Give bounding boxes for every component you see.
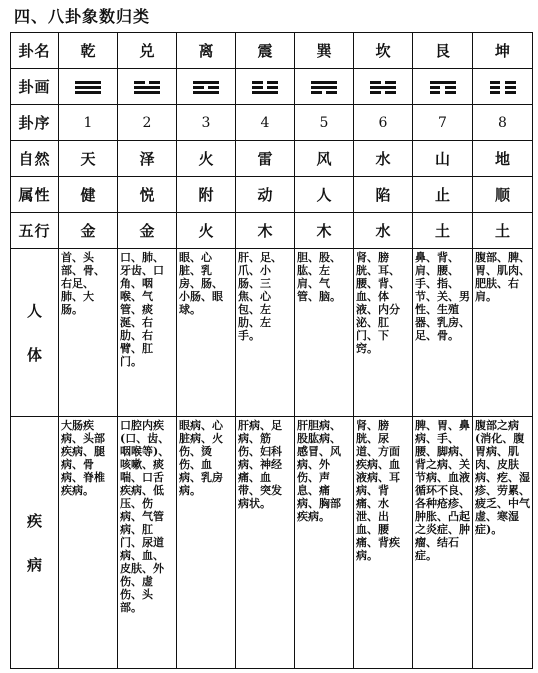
gua-wuxing: 火 (177, 213, 236, 249)
gua-diseases: 肝病、足病、筋伤、妇科病、神经痛、血带、突发病状。 (236, 417, 295, 669)
gua-name: 艮 (413, 33, 473, 69)
gua-order: 2 (118, 105, 177, 141)
trigram-cell (354, 69, 413, 105)
trigram-icon (134, 79, 160, 96)
gua-diseases: 腹部之病(消化、腹胃病、肌肉、皮肤病、疙、湿疹、劳累、疲乏、中气虚、寒湿症)。 (473, 417, 533, 669)
gua-order: 1 (59, 105, 118, 141)
row-nature (11, 141, 533, 177)
gua-wuxing: 金 (59, 213, 118, 249)
gua-nature: 雷 (236, 141, 295, 177)
gua-diseases: 大肠疾病、头部疾病、腿病、骨病、脊椎疾病。 (59, 417, 118, 669)
gua-nature: 天 (59, 141, 118, 177)
gua-diseases: 眼病、心脏病、火伤、烫伤、血病、乳房病。 (177, 417, 236, 669)
row-header-attr: 属性 (11, 177, 59, 213)
gua-body-parts: 肝、足、爪、小肠、三焦、心包、左肋、左手。 (236, 249, 295, 417)
gua-diseases: 肝胆病、股肱病、感冒、风病、外伤、声息、痛病、胸部疾病。 (295, 417, 354, 669)
gua-diseases: 肾、膀胱、尿道、方面疾病、血液病、耳病、背痛、水泄、出血、腰痛、背疾病。 (354, 417, 413, 669)
gua-attribute: 顺 (473, 177, 533, 213)
row-name (11, 33, 533, 69)
row-trigram (11, 69, 533, 105)
row-header-body: 人 体 (11, 249, 59, 417)
gua-name: 震 (236, 33, 295, 69)
row-order (11, 105, 533, 141)
gua-nature: 火 (177, 141, 236, 177)
gua-nature: 山 (413, 141, 473, 177)
gua-order: 6 (354, 105, 413, 141)
gua-order: 5 (295, 105, 354, 141)
gua-attribute: 人 (295, 177, 354, 213)
gua-name: 乾 (59, 33, 118, 69)
trigram-cell (473, 69, 533, 105)
trigram-cell (59, 69, 118, 105)
row-header-order: 卦序 (11, 105, 59, 141)
trigram-icon (370, 79, 396, 96)
row-body (11, 249, 533, 417)
bagua-table (10, 32, 533, 669)
trigram-icon (75, 79, 101, 96)
gua-body-parts: 口、肺、牙齿、口角、咽喉、气管、痰涎、右肋、右臂、肛门。 (118, 249, 177, 417)
gua-body-parts: 首、头部、骨、右足、肺、大肠。 (59, 249, 118, 417)
gua-nature: 地 (473, 141, 533, 177)
trigram-icon (490, 79, 516, 96)
gua-body-parts: 胆、股、肱、左肩、气管、脑。 (295, 249, 354, 417)
gua-nature: 泽 (118, 141, 177, 177)
gua-diseases: 口腔内疾(口、齿、咽喉等)、咳嗽、痰喘、口舌疾病、低压、伤病、气管病、肛门、尿道病、血、皮肤、外伤、虚伤、头部。 (118, 417, 177, 669)
gua-order: 8 (473, 105, 533, 141)
row-attr (11, 177, 533, 213)
gua-nature: 水 (354, 141, 413, 177)
trigram-icon (430, 79, 456, 96)
trigram-icon (193, 79, 219, 96)
row-header-wuxing: 五行 (11, 213, 59, 249)
gua-body-parts: 鼻、背、肩、腰、手、指、节、关、男性、生殖器、乳房、足、骨。 (413, 249, 473, 417)
gua-wuxing: 土 (413, 213, 473, 249)
row-disease (11, 417, 533, 669)
gua-attribute: 悦 (118, 177, 177, 213)
gua-wuxing: 木 (295, 213, 354, 249)
gua-wuxing: 土 (473, 213, 533, 249)
gua-attribute: 陷 (354, 177, 413, 213)
trigram-icon (311, 79, 337, 96)
gua-body-parts: 腹部、脾、胃、肌肉、肥肤、右肩。 (473, 249, 533, 417)
row-header-disease: 疾 病 (11, 417, 59, 669)
trigram-cell (413, 69, 473, 105)
trigram-cell (295, 69, 354, 105)
gua-name: 兑 (118, 33, 177, 69)
gua-wuxing: 水 (354, 213, 413, 249)
gua-diseases: 脾、胃、鼻病、手、腰、脚病、背之病、关节病、血液循环不良、各种疮疹、肿胀、凸起之炎症、肿瘤、结石症。 (413, 417, 473, 669)
gua-body-parts: 眼、心脏、乳房、肠、小肠、眼球。 (177, 249, 236, 417)
gua-attribute: 动 (236, 177, 295, 213)
gua-nature: 风 (295, 141, 354, 177)
row-header-name: 卦名 (11, 33, 59, 69)
gua-order: 3 (177, 105, 236, 141)
gua-name: 坎 (354, 33, 413, 69)
trigram-icon (252, 79, 278, 96)
trigram-cell (177, 69, 236, 105)
gua-order: 4 (236, 105, 295, 141)
row-wuxing (11, 213, 533, 249)
gua-name: 巽 (295, 33, 354, 69)
row-header-nature: 自然 (11, 141, 59, 177)
gua-attribute: 附 (177, 177, 236, 213)
gua-wuxing: 木 (236, 213, 295, 249)
gua-attribute: 健 (59, 177, 118, 213)
gua-wuxing: 金 (118, 213, 177, 249)
trigram-cell (236, 69, 295, 105)
gua-body-parts: 肾、膀胱、耳、腰、背、血、体液、内分泌、肛门、下窍。 (354, 249, 413, 417)
page-title: 四、八卦象数归类 (14, 7, 151, 26)
gua-name: 坤 (473, 33, 533, 69)
trigram-cell (118, 69, 177, 105)
row-header-trigram: 卦画 (11, 69, 59, 105)
gua-attribute: 止 (413, 177, 473, 213)
gua-order: 7 (413, 105, 473, 141)
gua-name: 离 (177, 33, 236, 69)
